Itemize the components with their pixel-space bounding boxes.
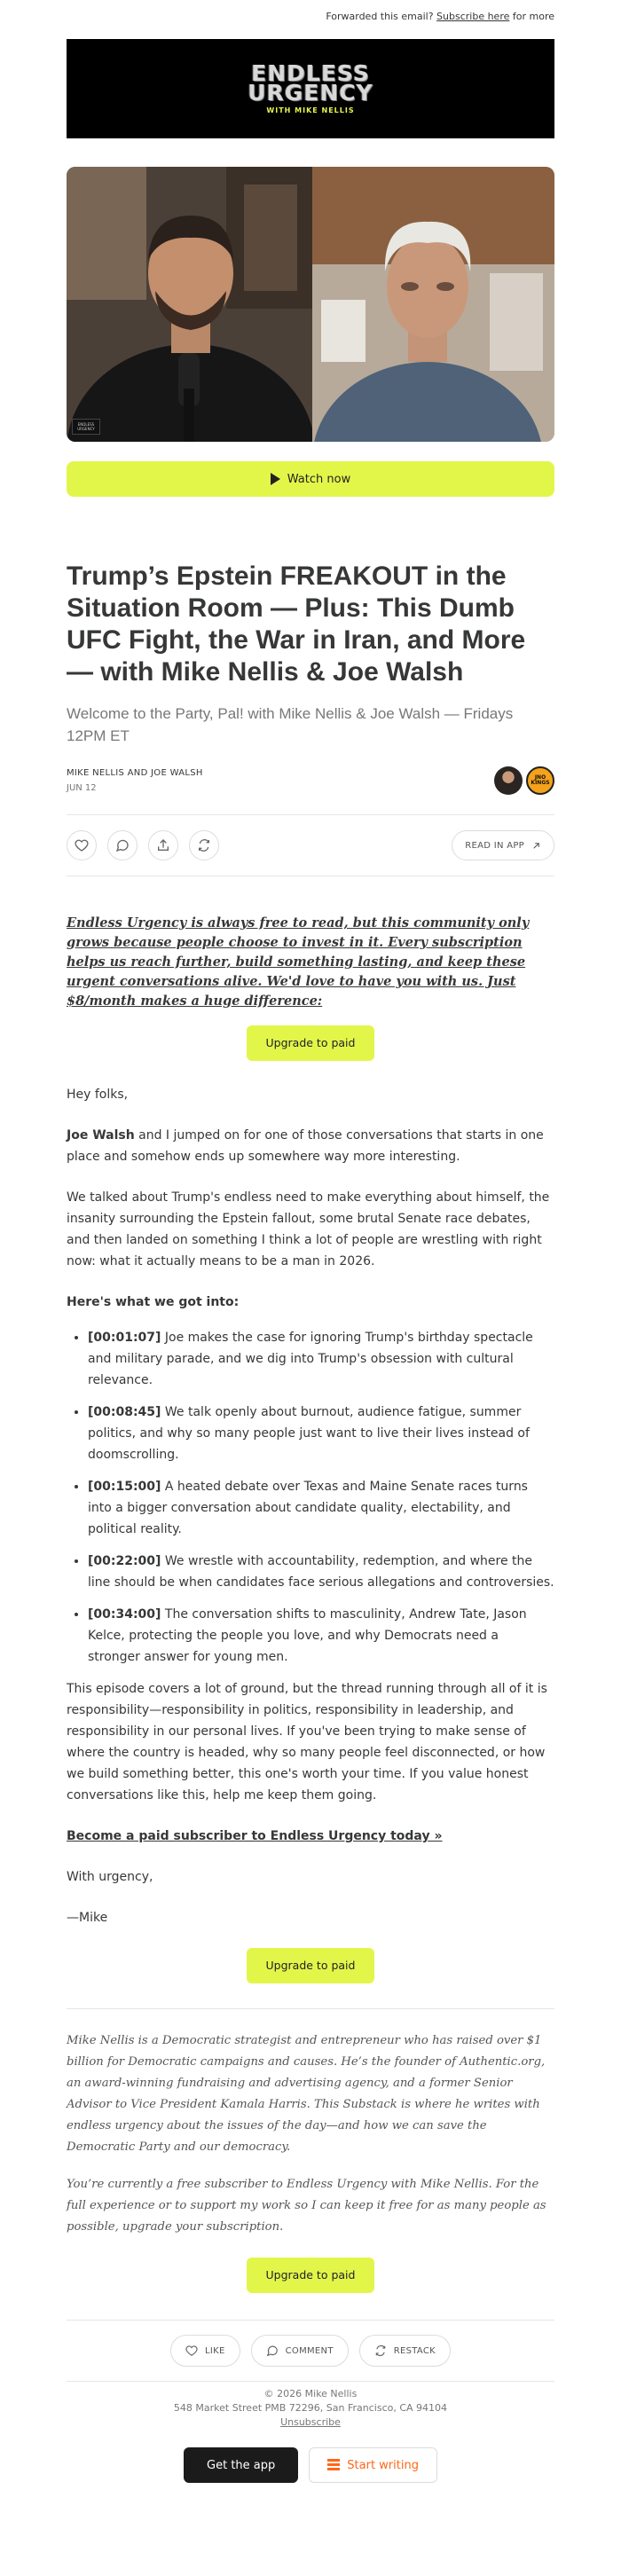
post-title[interactable]: Trump’s Epstein FREAKOUT in the Situation Room — Plus: This Dumb UFC Fight, the War in Iran, and More — with Mike Nellis & Joe Walsh <box>67 562 526 687</box>
video-host-left <box>67 167 312 442</box>
author-bio: Mike Nellis is a Democratic strategist and entrepreneur who has raised over $1 billion for Democratic campaigns and causes. He’s the founder of Authentic.org, an award-winning fundraising and advertising agency, and a former Senior Advisor to Vice President Kamala Harris. This Substack is where he writes with endless urgency about the issues of the day—and how we can save the Democratic Party and our democracy. <box>67 2034 546 2154</box>
promo-text: Endless Urgency is always free to read, but this community only grows because people choose to invest in it. Every subscription helps us reach further, build something lasting, and keep these urgent conversations alive. We'd love to have you with us. Just $8/month makes a huge difference: <box>67 915 530 1009</box>
timestamp: [00:01:07] <box>88 1331 161 1345</box>
share-button[interactable] <box>148 830 178 860</box>
list-heading: Here's what we got into: <box>67 1295 240 1309</box>
footer-comment-button[interactable] <box>251 2335 349 2367</box>
forwarded-suffix: for more <box>512 11 554 22</box>
forwarded-text: Forwarded this email? <box>326 11 434 22</box>
become-paid-subscriber-link[interactable]: Become a paid subscriber to Endless Urgency today » <box>67 1829 443 1843</box>
topic-list <box>67 1327 554 1668</box>
avatar-2-text: JNO KINGS <box>531 774 550 786</box>
list-item <box>88 1604 554 1668</box>
footer-like-button[interactable] <box>170 2335 240 2367</box>
heart-icon <box>185 2344 198 2357</box>
arrow-up-right-icon <box>531 841 541 851</box>
paragraph-1 <box>67 1125 554 1167</box>
topic-text: We talk openly about burnout, audience fatigue, summer politics, and why so many people just want to live their lives instead of doomscrolling. <box>88 1405 530 1462</box>
restack-button[interactable] <box>189 830 219 860</box>
post-action-bar <box>67 814 554 876</box>
subscription-note: You’re currently a free subscriber to Endless Urgency with Mike Nellis. For the full experience or to support my work so I can keep it free for as many people as possible, upgrade your subscription. <box>67 2178 546 2234</box>
comment-label: COMMENT <box>285 2345 334 2356</box>
avatar-mike-nellis[interactable] <box>494 766 523 795</box>
get-the-app-button[interactable]: Get the app <box>184 2447 298 2483</box>
timestamp: [00:22:00] <box>88 1554 161 1568</box>
comment-icon <box>266 2344 279 2357</box>
unsubscribe-link[interactable]: Unsubscribe <box>280 2416 341 2428</box>
post-body <box>67 1084 554 1928</box>
restack-icon <box>197 838 211 852</box>
watch-now-button[interactable] <box>67 461 554 497</box>
corner-logo: ENDLESS URGENCY <box>72 419 100 435</box>
list-item <box>88 1327 554 1391</box>
upgrade-button-bottom[interactable]: Upgrade to paid <box>247 2258 375 2293</box>
footer-info <box>67 2387 554 2430</box>
divider <box>67 2008 554 2009</box>
like-button[interactable] <box>67 830 97 860</box>
topic-text: The conversation shifts to masculinity, Andrew Tate, Jason Kelce, protecting the people you love, and why Democrats need a stronger answer for young men. <box>88 1607 527 1664</box>
share-icon <box>156 838 170 852</box>
publication-logo[interactable] <box>67 39 554 138</box>
forwarded-notice <box>67 0 554 39</box>
list-item <box>88 1551 554 1593</box>
app-links <box>67 2447 554 2483</box>
watch-now-label: Watch now <box>287 472 351 486</box>
topic-text: We wrestle with accountability, redemption, and where the line should be when candidates face serious allegations and controversies. <box>88 1554 554 1590</box>
play-icon <box>271 473 280 485</box>
divider <box>67 2320 554 2321</box>
timestamp: [00:34:00] <box>88 1607 161 1622</box>
post-authors[interactable]: MIKE NELLIS AND JOE WALSH <box>67 768 203 778</box>
timestamp: [00:08:45] <box>88 1405 161 1419</box>
restack-label: RESTACK <box>393 2345 436 2356</box>
timestamp: [00:15:00] <box>88 1480 161 1494</box>
footer-actions <box>67 2335 554 2367</box>
substack-icon <box>327 2459 340 2471</box>
logo-line-2: URGENCY <box>248 79 373 106</box>
topic-text: A heated debate over Texas and Maine Senate races turns into a bigger conversation about candidate quality, electability, and political reality. <box>88 1480 528 1536</box>
avatar-joe-walsh[interactable] <box>526 766 554 795</box>
upgrade-button-top[interactable]: Upgrade to paid <box>247 1025 375 1061</box>
upgrade-button-middle[interactable]: Upgrade to paid <box>247 1948 375 1983</box>
author-avatars <box>494 766 554 795</box>
guest-name: Joe Walsh <box>67 1128 135 1143</box>
divider <box>67 2381 554 2382</box>
restack-icon <box>374 2344 387 2357</box>
heart-icon <box>75 838 89 852</box>
start-writing-label: Start writing <box>347 2458 419 2472</box>
copyright: © 2026 Mike Nellis <box>263 2388 358 2399</box>
paragraph-2: We talked about Trump's endless need to make everything about himself, the insanity surrounding the Epstein fallout, some brutal Senate race debates, and then landed on something I think a lot of people are wrestling with right now: what it actually means to be a man in 2026. <box>67 1190 550 1268</box>
topic-text: Joe makes the case for ignoring Trump's birthday spectacle and military parade, and we dig into Trump's obsession with cultural relevance. <box>88 1331 533 1387</box>
logo-line-1: ENDLESS <box>251 59 370 86</box>
host-left-illustration <box>67 167 312 442</box>
comment-button[interactable] <box>107 830 138 860</box>
list-item <box>88 1402 554 1465</box>
footer-restack-button[interactable] <box>359 2335 451 2367</box>
post-subtitle: Welcome to the Party, Pal! with Mike Nellis & Joe Walsh — Fridays 12PM ET <box>67 705 514 744</box>
comment-icon <box>115 838 130 852</box>
start-writing-button[interactable] <box>309 2447 437 2483</box>
post-date: JUN 12 <box>67 783 97 793</box>
read-in-app-label: READ IN APP <box>465 840 524 851</box>
list-item <box>88 1476 554 1540</box>
read-in-app-button[interactable] <box>452 830 554 860</box>
signoff: With urgency, <box>67 1870 153 1884</box>
paragraph-1-rest: and I jumped on for one of those conversations that starts in one place and somehow ends up somewhere way more interesting. <box>67 1128 544 1164</box>
subscribe-here-link[interactable]: Subscribe here <box>436 11 510 22</box>
video-host-right <box>312 167 554 442</box>
greeting: Hey folks, <box>67 1088 129 1102</box>
byline-row <box>67 766 554 795</box>
signature: —Mike <box>67 1911 108 1925</box>
address: 548 Market Street PMB 72296, San Francisco, CA 94104 <box>173 2402 448 2414</box>
video-thumbnail[interactable] <box>67 167 554 442</box>
paragraph-3: This episode covers a lot of ground, but the thread running through all of it is responsibility—responsibility in politics, responsibility in leadership, and responsibility in our personal lives. If you've been trying to make sense of where the country is headed, why so many people feel disconnected, or how we build something better, this one's worth your time. If you value honest conversations like this, help me keep them going. <box>67 1682 547 1802</box>
host-right-illustration <box>312 167 554 442</box>
like-label: LIKE <box>205 2345 225 2356</box>
logo-tagline: WITH MIKE NELLIS <box>266 106 355 114</box>
